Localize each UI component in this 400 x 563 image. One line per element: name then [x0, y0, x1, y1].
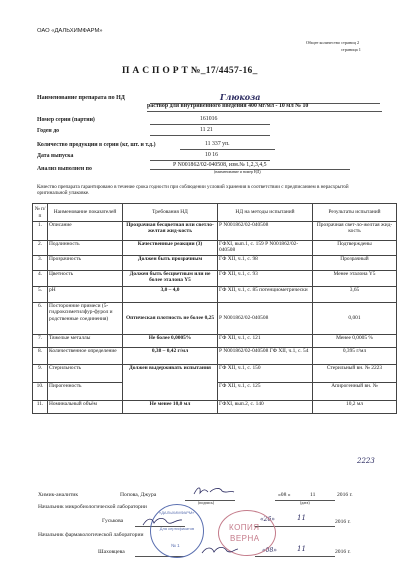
row-number: 3. — [33, 256, 48, 271]
pharm-lab-head: Начальник фармакологической лаборатории — [38, 532, 144, 538]
table-row — [33, 256, 397, 271]
pharm-date-year: 2016 г. — [335, 549, 351, 555]
micro-lab-head: Начальник микробиологической лаборатории — [38, 504, 147, 510]
row-parameter: Подлинность — [48, 241, 123, 256]
row-result: 0,001 — [313, 303, 397, 335]
row-result: 3,65 — [313, 287, 397, 303]
row-parameter: Стерильность — [48, 365, 123, 383]
col-parameter: Наименование показателей — [48, 204, 123, 222]
total-pages: Общее количество страниц 2 — [306, 40, 360, 45]
row-requirement: Не более 0,0005% — [123, 335, 218, 348]
row-number: 10. — [33, 383, 48, 401]
row-parameter: Количественное определение — [48, 348, 123, 365]
copy-stamp-bottom: ВЕРНА — [230, 534, 260, 543]
field-batch-value: 161016 — [200, 116, 218, 122]
stamp-number-text: № 1 — [171, 543, 180, 548]
row-method: ГФ XII, ч.1, с. 93 — [218, 271, 313, 287]
row-method: ГФ XII, ч.1, с. 125 — [218, 383, 313, 401]
micro-date-year: 2016 г. — [335, 519, 351, 525]
row-method: ГФ XII, ч.1, с. 150 — [218, 365, 313, 383]
analyst-date-month: 11 — [310, 492, 316, 498]
row-method: Р N001862/02-040508 — [218, 303, 313, 335]
field-expiry-label: Годен до — [37, 128, 60, 134]
row-requirement: Должен выдерживать испытания — [123, 365, 218, 401]
row-method: ГФХI, вып.2, с. 140 — [218, 401, 313, 414]
row-result: Прозрачный — [313, 256, 397, 271]
field-batch-label: Номер серии (партии) — [37, 117, 95, 123]
col-requirement: Требования НД — [123, 204, 218, 222]
row-requirement: Оптическая плотность не более 0,25 — [123, 303, 218, 335]
col-number: № п/п — [33, 204, 48, 222]
row-result: 0,395 г/мл — [313, 348, 397, 365]
table-row — [33, 365, 397, 383]
pharm-handwritten-month: 11 — [297, 545, 306, 553]
row-parameter: Пирогенность — [48, 383, 123, 401]
field-quantity-value: 11 337 уп. — [205, 141, 230, 147]
analyst-date-year: 2016 г. — [337, 492, 353, 498]
page-number: страница 1 — [341, 47, 361, 52]
micro-lab-name: Гуськова — [102, 518, 124, 524]
product-detail: раствор для внутривенного введения 400 мг/мл - 10 мл № 10 — [147, 103, 309, 109]
micro-signature — [140, 514, 185, 528]
field-analysis-value: Р N001862/02-040508, изм.№ 1,2,3,4,5 — [173, 162, 267, 168]
title-prefix: П А С П О Р Т — [122, 66, 189, 76]
row-result: Апирогенный вн. № — [313, 383, 397, 401]
table-row — [33, 335, 397, 348]
row-requirement: Прозрачная бесцветная или светло-желтая жид-кость — [123, 222, 218, 241]
table-row — [33, 348, 397, 365]
row-result: 10,2 мл — [313, 401, 397, 414]
row-result: Менее эталона Y5 — [313, 271, 397, 287]
row-requirement: 0,38 – 0,42 г/мл — [123, 348, 218, 365]
row-result: Подтверждены — [313, 241, 397, 256]
tests-table — [32, 203, 397, 414]
row-result: Менее 0,0005 % — [313, 335, 397, 348]
product-name: Глюкоза — [220, 92, 261, 102]
pharm-lab-name: Шаховцева — [98, 549, 125, 555]
passport-title — [122, 66, 258, 76]
title-number: №_17/4457-16_ — [190, 66, 258, 76]
row-result: Стерильный вн. № 2223 — [313, 365, 397, 383]
col-method: НД на методы испытаний — [218, 204, 313, 222]
row-method: ГФХI, вып.1, с. 159 Р N001862/02-040508 — [218, 241, 313, 256]
row-parameter: Тяжелые металлы — [48, 335, 123, 348]
row-method: Р N001862/02-040508 ГФ XII, ч.1, с. 54 — [218, 348, 313, 365]
row-number: 11. — [33, 401, 48, 414]
analyst-signature — [192, 484, 237, 498]
table-row — [33, 401, 397, 414]
analyst-date-caption: (дата) — [300, 501, 310, 505]
row-requirement: Качественные реакции (3) — [123, 241, 218, 256]
row-number: 9. — [33, 365, 48, 383]
row-requirement: Должен быть бесцветным или не более эталона Y5 — [123, 271, 218, 287]
col-result: Результаты испытаний — [313, 204, 397, 222]
row-method: ГФ XII, ч.1, с. 98 — [218, 256, 313, 271]
copy-stamp-top: КОПИЯ — [229, 523, 260, 532]
pharm-handwritten-day: «08» — [262, 547, 277, 554]
company-name: ОАО «ДАЛЬХИМФАРМ» — [37, 28, 103, 34]
row-requirement: Не менее 10,0 мл — [123, 401, 218, 414]
row-method: Р N001862/02-040508 — [218, 222, 313, 241]
analyst-name: Попова, Джура — [120, 492, 157, 498]
row-parameter: Цветность — [48, 271, 123, 287]
pharm-signature — [200, 544, 240, 556]
row-parameter: Номинальный объём — [48, 401, 123, 414]
product-label: Наименование препарата по НД — [37, 95, 125, 101]
table-row — [33, 303, 397, 335]
row-parameter: Прозрачность — [48, 256, 123, 271]
handwritten-sterility-number: 2223 — [357, 457, 375, 465]
micro-handwritten-day: «26» — [260, 516, 275, 523]
row-number: 1. — [33, 222, 48, 241]
analyst-date-day: «08 » — [278, 492, 291, 498]
row-result: Прозрачная свет-ло-желтая жид-кость — [313, 222, 397, 241]
row-number: 8. — [33, 348, 48, 365]
table-header — [33, 204, 397, 222]
row-parameter: Описание — [48, 222, 123, 241]
row-parameter: pH — [48, 287, 123, 303]
row-number: 7. — [33, 335, 48, 348]
table-row — [33, 222, 397, 241]
row-number: 5. — [33, 287, 48, 303]
field-release-label: Дата выпуска — [37, 153, 74, 159]
field-analysis-note: (наименование и номер НД) — [214, 170, 261, 174]
table-row — [33, 271, 397, 287]
quality-guarantee: Качество препарата гарантировано в течение срока годности при соблюдении условий хранения в соответствии с предписанием в нерасхрытой оригинальной упаковке. — [37, 184, 349, 197]
row-requirement: Должен быть прозрачным — [123, 256, 218, 271]
row-number: 2. — [33, 241, 48, 256]
table-row — [33, 287, 397, 303]
micro-handwritten-month: 11 — [297, 514, 306, 522]
row-number: 6. — [33, 303, 48, 335]
row-number: 4. — [33, 271, 48, 287]
stamp-company-text: «ДАЛЬХИМФАРМ» — [159, 510, 195, 515]
stamp-center-text: Для сертификатов — [159, 526, 195, 531]
company-round-stamp — [150, 504, 204, 558]
field-release-value: 10 16 — [205, 152, 219, 158]
row-method: ГФ XII, ч.1, с. 121 — [218, 335, 313, 348]
row-method: ГФ XII, ч.1, с. 85 потенциометрически — [218, 287, 313, 303]
field-analysis-label: Анализ выполнен по — [37, 166, 92, 172]
field-quantity-label: Количество продукции в серии (кг, шт. и т.д.) — [37, 142, 156, 148]
analyst-role: Химик-аналитик — [38, 492, 79, 498]
field-expiry-value: 11 21 — [200, 127, 213, 133]
analyst-signature-caption: (подпись) — [198, 501, 215, 505]
table-row — [33, 241, 397, 256]
row-parameter: Посторонние примеси (5-гидроксиметилфур-фурол и родственные соединения) — [48, 303, 123, 335]
row-requirement: 3,0 – 4,0 — [123, 287, 218, 303]
